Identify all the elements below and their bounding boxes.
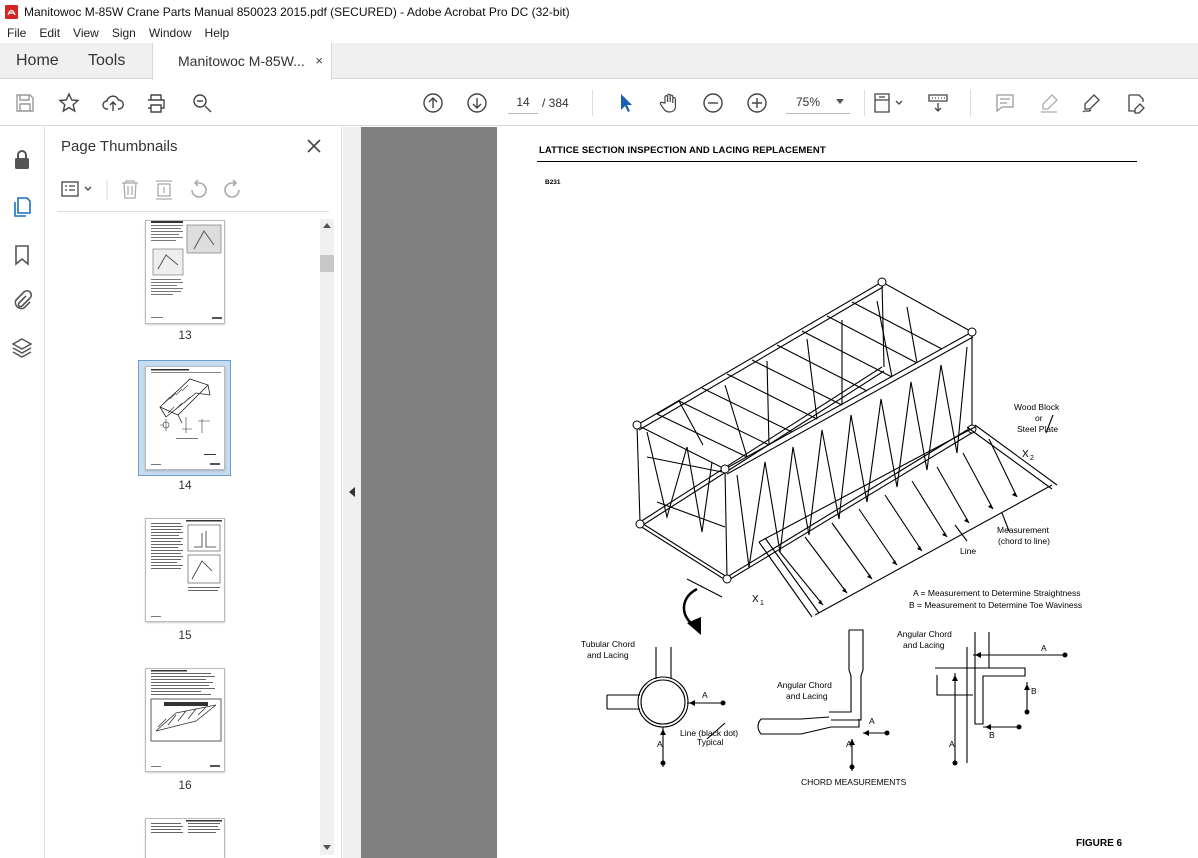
thumbnail-label-16: 16	[178, 778, 192, 792]
thumbnail-page-13[interactable]	[145, 220, 225, 324]
tab-bar	[0, 43, 1198, 79]
page-number-input[interactable]	[508, 90, 538, 114]
tab-document-label: Manitowoc M-85W...	[178, 53, 305, 69]
rotate-left-icon[interactable]	[192, 180, 206, 197]
rotate-right-icon[interactable]	[225, 180, 239, 197]
thumbnails-scrollbar[interactable]	[320, 219, 334, 855]
page-thumbnails-panel	[45, 127, 342, 858]
tab-close-icon[interactable]: ×	[315, 53, 323, 68]
menu-sign[interactable]: Sign	[111, 26, 136, 40]
pdf-page-header: LATTICE SECTION INSPECTION AND LACING REPLACEMENT	[539, 145, 826, 156]
save-icon[interactable]	[13, 91, 37, 115]
tubular-label-1: Tubular Chord	[581, 639, 636, 649]
figure-number: FIGURE 6	[1076, 838, 1123, 849]
thumbnail-page-14[interactable]	[145, 366, 225, 470]
keyboard-read-icon[interactable]	[926, 91, 950, 115]
callout-line: Line	[960, 546, 977, 556]
scroll-down-icon[interactable]	[323, 845, 331, 850]
zoom-out-icon[interactable]	[701, 91, 725, 115]
callout-measurement: Measurement	[997, 525, 1049, 535]
next-page-icon[interactable]	[465, 91, 489, 115]
figure-code: B231	[545, 179, 561, 186]
angular-mid-label-2: and Lacing	[786, 691, 828, 701]
scroll-up-icon[interactable]	[323, 223, 331, 228]
thumbnail-page-17[interactable]	[145, 818, 225, 858]
layers-icon[interactable]	[10, 336, 34, 360]
thumbnail-label-13: 13	[178, 328, 192, 342]
tubular-label-2: and Lacing	[587, 650, 629, 660]
legend-b: B = Measurement to Determine Toe Waviness	[909, 600, 1083, 610]
hand-tool-icon[interactable]	[657, 91, 681, 115]
title-bar	[0, 0, 1198, 23]
thumbnail-page-15[interactable]	[145, 518, 225, 622]
tab-tools[interactable]: Tools	[88, 52, 126, 69]
thumbnail-page-16[interactable]	[145, 668, 225, 772]
page-fit-icon[interactable]	[872, 91, 906, 115]
menu-bar	[0, 23, 1198, 43]
zoom-dropdown[interactable]	[786, 90, 850, 114]
detail2-a-vertical: A	[846, 739, 852, 749]
panel-divider	[57, 211, 329, 212]
zoom-search-icon[interactable]	[190, 91, 214, 115]
chevron-down-icon	[836, 99, 844, 104]
line-dot-label-2: Typical	[697, 737, 724, 747]
toolbar-divider	[592, 90, 593, 116]
select-cursor-icon[interactable]	[614, 91, 638, 115]
zoom-value: 75%	[796, 95, 821, 109]
thumbnail-label-14: 14	[178, 478, 192, 492]
detail3-b-vertical: B	[1031, 686, 1037, 696]
detail3-b-horizontal: B	[989, 730, 995, 740]
upload-cloud-icon[interactable]	[101, 91, 125, 115]
callout-x2-subscript: 2	[1030, 455, 1034, 462]
panel-title: Page Thumbnails	[61, 138, 178, 155]
thumbnail-options-icon[interactable]	[62, 182, 91, 196]
thumbnails-scroll-thumb[interactable]	[320, 255, 334, 272]
detail1-a-horizontal: A	[702, 690, 708, 700]
tab-document[interactable]	[152, 43, 332, 80]
angular-right-label-1: Angular Chord	[897, 629, 952, 639]
angular-mid-label-1: Angular Chord	[777, 680, 832, 690]
attachment-icon[interactable]	[10, 289, 34, 313]
previous-page-icon[interactable]	[421, 91, 445, 115]
detail3-a-vertical: A	[949, 739, 955, 749]
main-toolbar	[0, 80, 1198, 126]
close-icon[interactable]	[305, 137, 323, 155]
lock-icon[interactable]	[10, 148, 34, 172]
left-icon-rail	[0, 127, 45, 858]
comment-icon[interactable]	[993, 91, 1017, 115]
delete-page-icon[interactable]	[122, 181, 138, 198]
lattice-figure	[497, 127, 1198, 858]
callout-x1-subscript: 1	[760, 600, 764, 607]
callout-wood-block: Wood Block	[1014, 402, 1060, 412]
bookmark-star-icon[interactable]	[57, 91, 81, 115]
extract-page-icon[interactable]	[156, 181, 172, 199]
callout-x2: X	[1022, 449, 1029, 460]
callout-chord-to-line: (chord to line)	[998, 536, 1050, 546]
detail1-a-vertical: A	[657, 739, 663, 749]
page-total-count: / 384	[542, 96, 569, 110]
menu-view[interactable]: View	[73, 26, 99, 40]
acrobat-app-icon	[5, 5, 18, 19]
fill-sign-icon[interactable]	[1080, 91, 1104, 115]
bookmark-icon[interactable]	[10, 243, 34, 267]
window-title: Manitowoc M-85W Crane Parts Manual 850023 2015.pdf (SECURED) - Adobe Acrobat Pro DC (32-bit)	[24, 4, 570, 19]
menu-file[interactable]: File	[7, 26, 27, 40]
edit-pdf-icon[interactable]	[1124, 91, 1148, 115]
collapse-panel-icon[interactable]	[349, 487, 355, 497]
menu-help[interactable]: Help	[204, 26, 230, 40]
toolbar-divider	[864, 90, 865, 116]
chord-measurements-caption: CHORD MEASUREMENTS	[801, 777, 907, 787]
zoom-in-icon[interactable]	[745, 91, 769, 115]
detail3-a-horizontal: A	[1041, 643, 1047, 653]
page-thumbnails-icon[interactable]	[10, 195, 34, 219]
callout-x1: X	[752, 594, 759, 605]
highlight-pen-icon[interactable]	[1037, 91, 1061, 115]
callout-steel-plate: Steel Plate	[1017, 424, 1059, 434]
thumbnail-tools	[59, 177, 329, 203]
detail2-a-horizontal: A	[869, 716, 875, 726]
toolbar-divider	[970, 90, 971, 116]
thumbnail-label-15: 15	[178, 628, 192, 642]
print-icon[interactable]	[144, 91, 168, 115]
callout-or: or	[1035, 413, 1043, 423]
line-dot-label-1: Line (black dot)	[680, 728, 739, 738]
pdf-page	[497, 127, 1198, 858]
menu-window[interactable]: Window	[148, 26, 192, 40]
angular-right-label-2: and Lacing	[903, 640, 945, 650]
menu-edit[interactable]: Edit	[39, 26, 61, 40]
tab-home[interactable]: Home	[16, 52, 59, 69]
legend-a: A = Measurement to Determine Straightness	[913, 588, 1081, 598]
